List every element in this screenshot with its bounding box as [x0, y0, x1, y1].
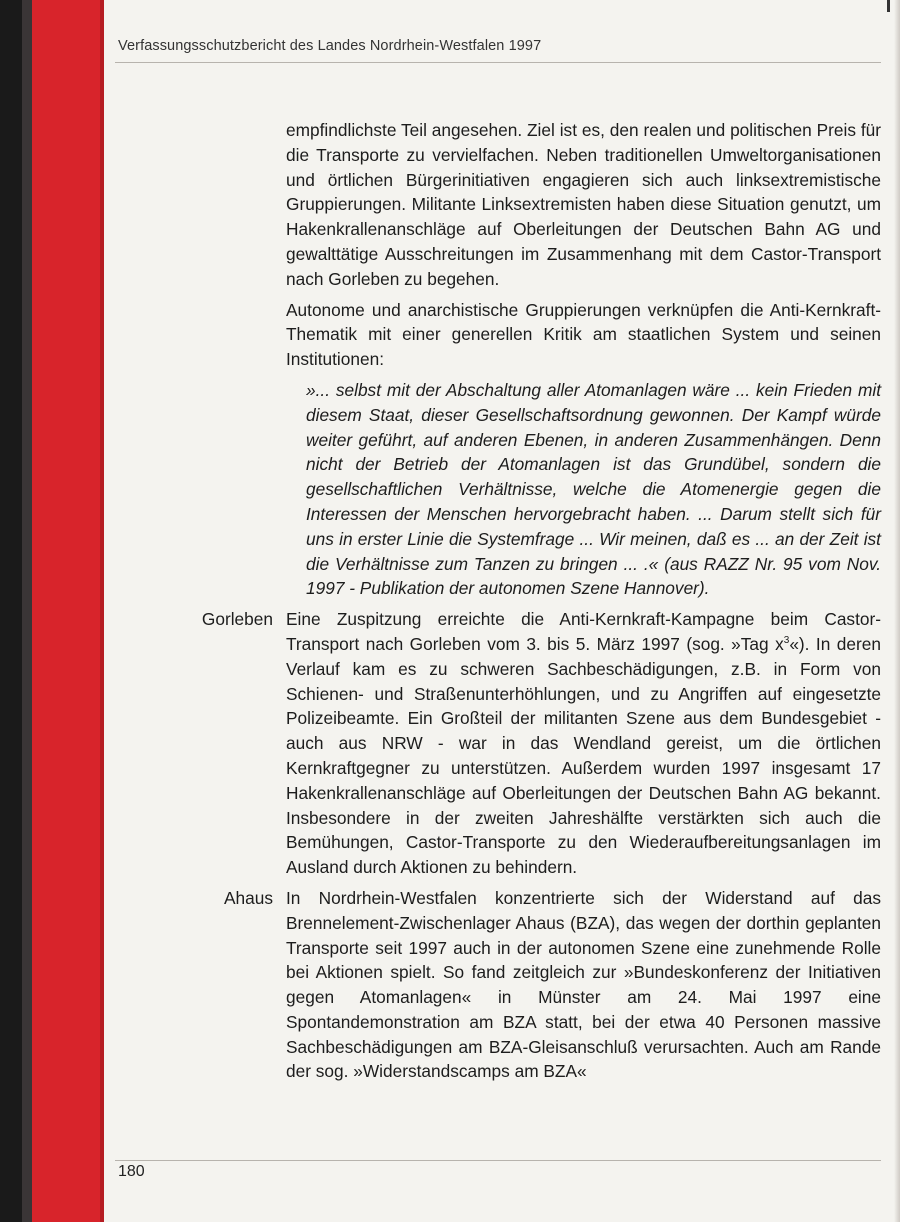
margin-label-ahaus: Ahaus: [223, 888, 273, 908]
binding-strip-red-edge: [100, 0, 104, 1222]
paragraph-gorleben: [286, 607, 881, 880]
gorleben-text-start: Eine Zuspitzung erreichte die Anti-Kernkraft-Kampagne beim Castor-Transport nach Gorleben vom 3. bis 5. März 1997 (sog. »Tag x: [286, 609, 881, 654]
page-number: 180: [118, 1163, 145, 1180]
header-divider: [115, 62, 881, 63]
margin-label-gorleben: Gorleben: [201, 609, 273, 629]
page-right-edge: [894, 0, 900, 1222]
scan-corner-mark: [887, 0, 890, 12]
paragraph-autonomous-groups: Autonome und anarchistische Gruppierungen verknüpfen die Anti-Kernkraft-Thematik mit einer generellen Kritik am staatlichen System und seinen Institutionen:: [286, 299, 881, 370]
footer-divider: [115, 1160, 881, 1161]
binding-strip-black: [0, 0, 22, 1222]
body-text: [286, 118, 881, 1090]
superscript-3: 3: [783, 635, 790, 647]
binding-strip-gray: [22, 0, 32, 1222]
gorleben-text-end: «). In deren Verlauf kam es zu schweren Sachbeschädigungen, z.B. in Form von Schienen- und Straßenunterhöhlungen, und zu Angriffen auf eingesetzte Polizeibeamte. Ein Großteil der militanten Szene aus dem Bundesgebiet - auch aus NRW - war in das Wendland gereist, um die örtlichen Kernkraftgegner zu unterstützen. Außerdem wurden 1997 insgesamt 17 Hakenkrallenanschläge auf Oberleitungen der Deutschen Bahn AG bekannt. Insbesondere in der zweiten Jahreshälfte verstärkten sich auch die Bemühungen, Castor-Transporte zu den Wiederaufbereitungsanlagen im Ausland durch Aktionen zu behindern.: [286, 633, 881, 878]
paragraph-ahaus: In Nordrhein-Westfalen konzentrierte sich der Widerstand auf das Brennelement-Zwischenlager Ahaus (BZA), das wegen der dorthin geplanten Transporte seit 1997 auch in der autonomen Szene eine zunehmende Rolle bei Aktionen spielt. So fand zeitgleich zur »Bundeskonferenz der Initiativen gegen Atomanlagen« in Münster am 24. Mai 1997 eine Spontandemonstration am BZA statt, bei der etwa 40 Personen massive Sachbeschädigungen am BZA-Gleisanschluß verursachten. Auch am Rande der sog. »Widerstandscamps am BZA«: [286, 887, 881, 1082]
binding-strip-red: [32, 0, 102, 1222]
running-header: Verfassungsschutzbericht des Landes Nordrhein-Westfalen 1997: [118, 38, 542, 54]
paragraph-transport-costs: empfindlichste Teil angesehen. Ziel ist es, den realen und politischen Preis für die Transporte zu vervielfachen. Neben traditionellen Umweltorganisationen und örtlichen Bürgerinitiativen engagieren sich auch linksextremistische Gruppierungen. Militante Linksextremisten haben diese Situation genutzt, um Hakenkrallenanschläge auf Oberleitungen der Deutschen Bahn AG und gewalttätige Ausschreitungen im Zusammenhang mit dem Castor-Transport nach Gorleben zu begehen.: [286, 120, 881, 289]
quote-razz: »... selbst mit der Abschaltung aller Atomanlagen wäre ... kein Frieden mit diesem Staat, dieser Gesellschaftsordnung gewonnen. Der Kampf würde weiter geführt, auf anderen Ebenen, in anderen Zusammenhängen. Denn nicht der Betrieb der Atomanlagen ist das Grundübel, sondern die gesellschaftlichen Verhältnisse, welche die Atomenergie gegen die Interessen der Menschen hervorgebracht haben. ... Darum stellt sich für uns in erster Linie die Systemfrage ... Wir meinen, daß es ... an der Zeit ist die Verhältnisse zum Tanzen zu bringen ... .« (aus RAZZ Nr. 95 vom Nov. 1997 - Publikation der autonomen Szene Hannover).: [306, 379, 881, 599]
